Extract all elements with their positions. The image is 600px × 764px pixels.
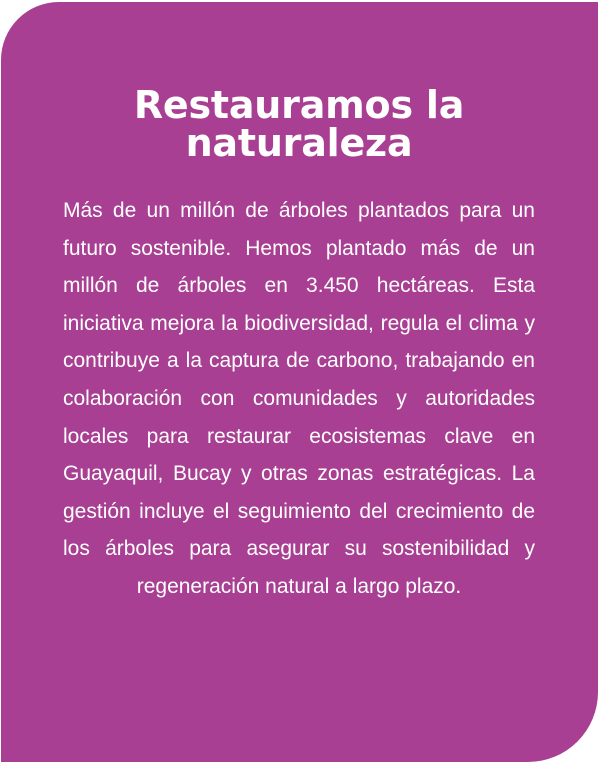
card-body-text: Más de un millón de árboles plantados para un futuro sostenible. Hemos plantado más de un millón de árboles en 3.450 hectáreas. Esta iniciativa mejora la biodiversidad, regula el clima y contribuye a la captura de carbono, trabajando en colaboración con comunidades y autoridades locales para restaurar ecosistemas clave en Guayaquil, Bucay y otras zonas estratégicas. La gestión incluye el seguimiento del crecimiento de los árboles para asegurar su sostenibilidad y regeneración natural a largo plazo. bbox=[63, 199, 535, 598]
info-card bbox=[1, 2, 598, 762]
card-title: Restauramos la naturaleza bbox=[133, 83, 465, 165]
